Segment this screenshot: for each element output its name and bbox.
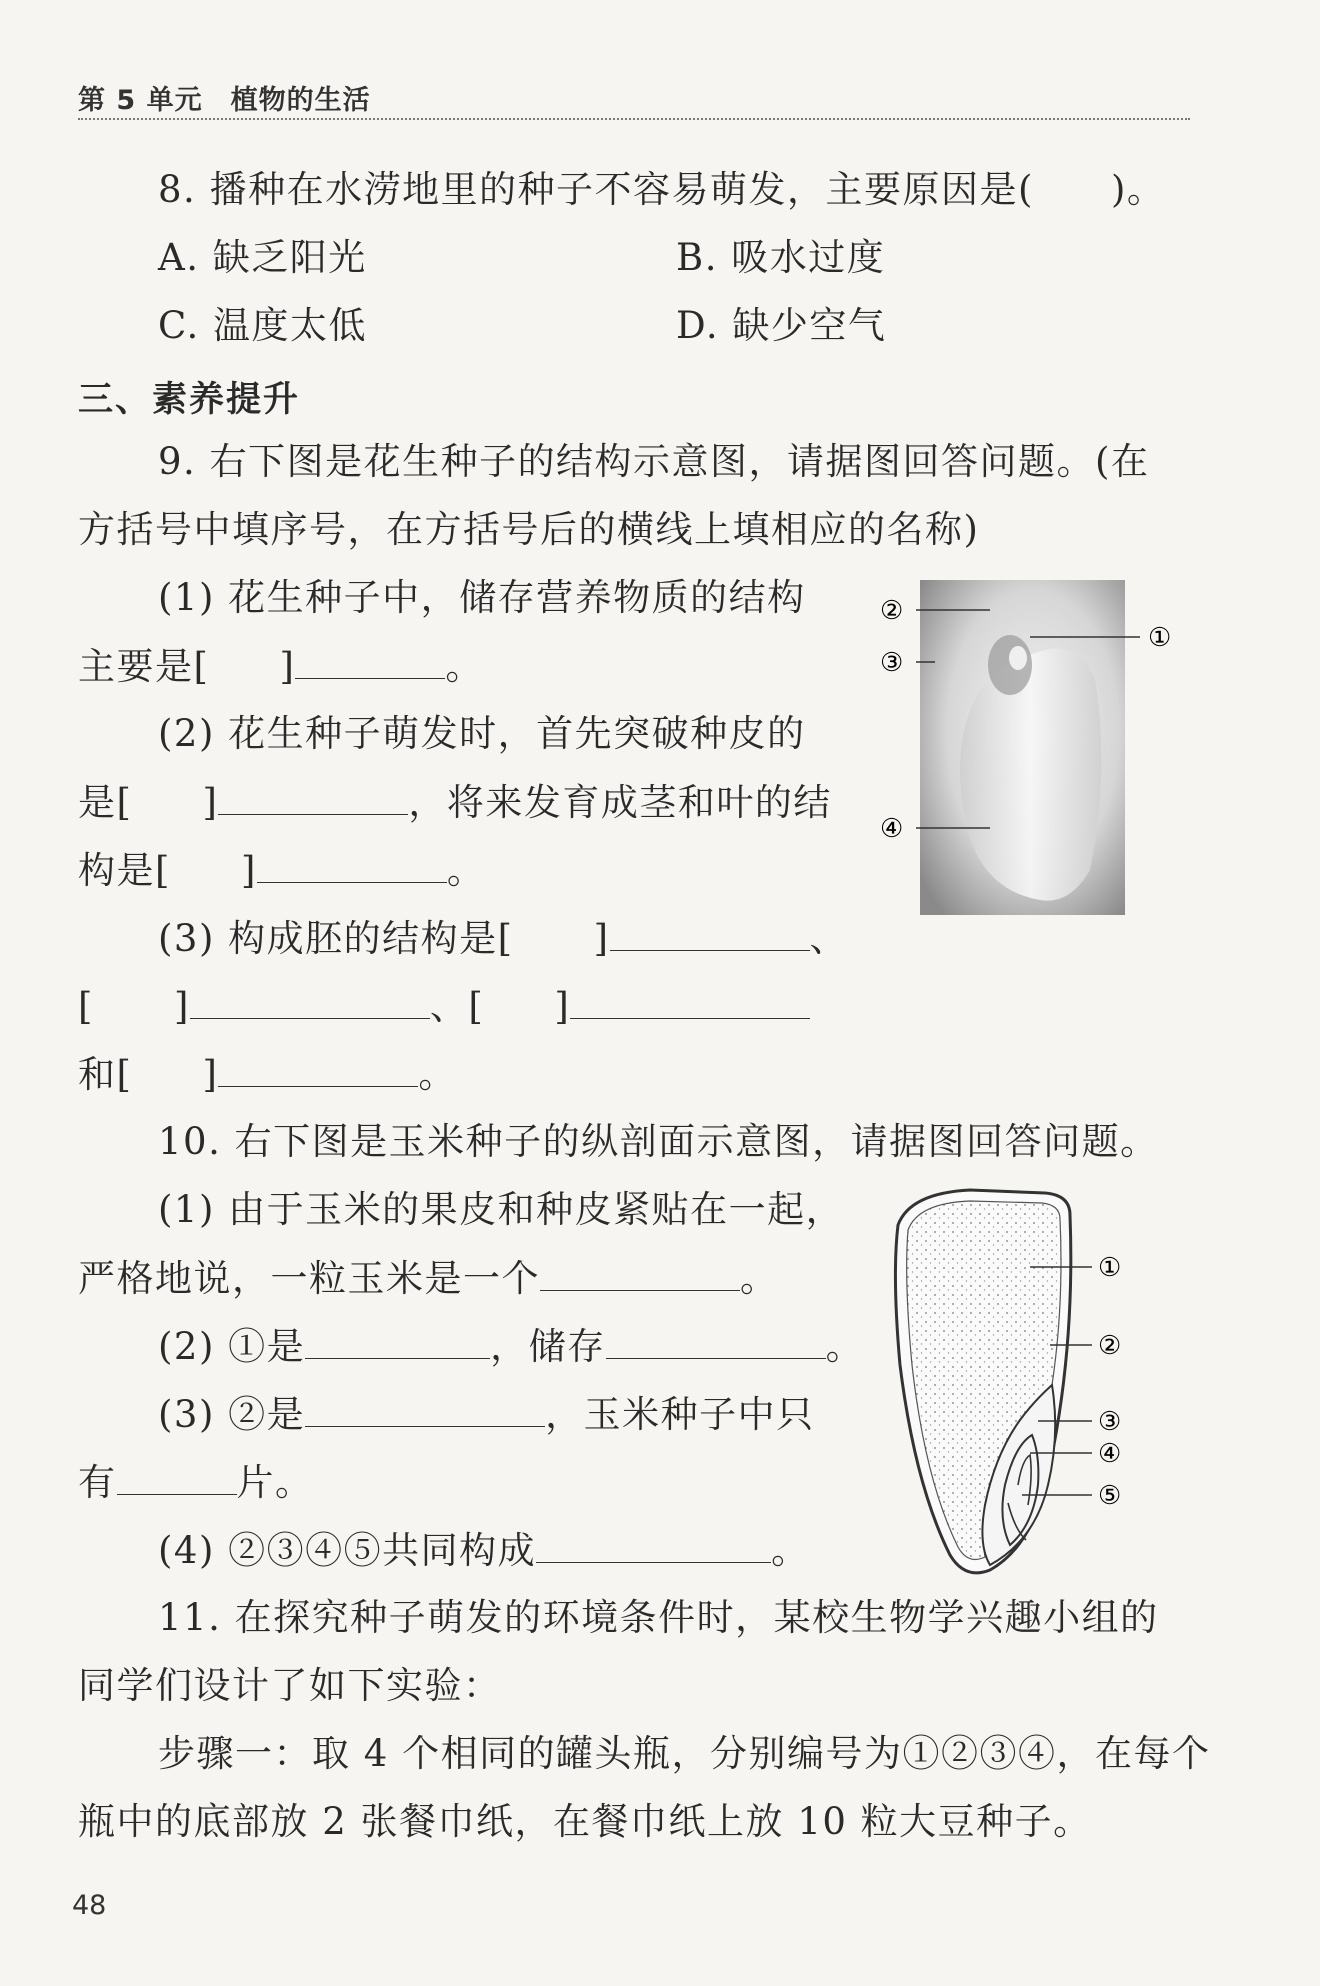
q11-stem-line1: 11. 在探究种子萌发的环境条件时，某校生物学兴趣小组的 xyxy=(158,1596,1159,1639)
q9-stem-line2: 方括号中填序号，在方括号后的横线上填相应的名称) xyxy=(78,508,980,551)
q9-part2-line3 xyxy=(78,848,485,893)
q10-part1-line2 xyxy=(78,1256,779,1301)
q9-p3-close2: ] xyxy=(554,985,571,1028)
q10-part3-line1 xyxy=(158,1392,815,1437)
q9-p2-answer-blank-2[interactable] xyxy=(257,848,447,883)
peanut-label-4: ④ xyxy=(880,814,904,844)
q10-part2 xyxy=(158,1324,864,1369)
peanut-seed-figure xyxy=(870,570,1190,920)
q10-p3-answer-blank-2[interactable] xyxy=(117,1460,237,1495)
q9-part2-line1: (2) 花生种子萌发时，首先突破种皮的 xyxy=(158,712,806,755)
header-divider xyxy=(78,118,1190,120)
q10-p2-answer-blank-2[interactable] xyxy=(606,1324,826,1359)
peanut-label-3: ③ xyxy=(880,648,904,678)
q9-part3-line1 xyxy=(158,916,848,961)
peanut-label-1: ① xyxy=(1148,623,1172,653)
corn-label-1: ① xyxy=(1098,1253,1122,1283)
q10-p2-text: (2) ①是 xyxy=(158,1325,306,1368)
peanut-radicle xyxy=(988,635,1032,695)
q9-p3-close: ] xyxy=(173,985,190,1028)
q10-part3-line2 xyxy=(78,1460,314,1505)
q8-option-d: D. 缺少空气 xyxy=(676,304,887,347)
q9-p2-bracket2: ] xyxy=(240,849,257,892)
q10-p3-have: 有 xyxy=(78,1461,117,1504)
q9-p1-bracket: ] xyxy=(279,645,296,688)
section-title: 三、素养提升 xyxy=(78,380,301,420)
q9-p2-bracket: ] xyxy=(202,781,219,824)
q10-p3-text: (3) ②是 xyxy=(158,1393,306,1436)
q10-p2-answer-blank-1[interactable] xyxy=(305,1324,490,1359)
q9-part3-line3 xyxy=(78,1052,457,1097)
unit-number: 第 5 单元 xyxy=(78,85,203,116)
corn-seed-figure xyxy=(870,1185,1170,1585)
q9-p2-prefix: 是[ xyxy=(78,781,133,824)
q10-part4 xyxy=(158,1528,810,1573)
unit-header xyxy=(78,78,371,117)
q9-part2-line2 xyxy=(78,780,832,825)
corn-label-3: ③ xyxy=(1098,1407,1122,1437)
q8-stem: 8. 播种在水涝地里的种子不容易萌发，主要原因是( )。 xyxy=(158,168,1166,211)
q8-option-b: B. 吸水过度 xyxy=(676,236,886,279)
q10-p3-answer-blank-1[interactable] xyxy=(305,1392,545,1427)
q9-p1-end: 。 xyxy=(445,645,484,688)
q10-p4-answer-blank[interactable] xyxy=(536,1528,771,1563)
q9-p3-bracket: ] xyxy=(593,917,610,960)
q10-p1-text: 严格地说，一粒玉米是一个 xyxy=(78,1257,540,1300)
q10-p1-answer-blank[interactable] xyxy=(540,1256,740,1291)
q9-p3-sep: 、 xyxy=(809,917,849,960)
q9-p3-answer-blank-1[interactable] xyxy=(610,916,810,951)
q9-p3-answer-blank-4[interactable] xyxy=(218,1052,418,1087)
q9-p2-mid: ，将来发育成茎和叶的结 xyxy=(408,781,832,824)
q11-stem-line2: 同学们设计了如下实验： xyxy=(78,1664,502,1707)
q9-p3-sep2: 、[ xyxy=(429,985,485,1028)
q9-p3-answer-blank-3[interactable] xyxy=(570,984,810,1019)
q8-option-c: C. 温度太低 xyxy=(158,304,368,347)
page-number: 48 xyxy=(72,1890,107,1921)
q9-p1-prefix: 主要是[ xyxy=(78,645,210,688)
q9-p3-and: 和[ xyxy=(78,1053,133,1096)
q11-step1-line1: 步骤一：取 4 个相同的罐头瓶，分别编号为①②③④，在每个 xyxy=(158,1732,1211,1775)
q10-p4-text: (4) ②③④⑤共同构成 xyxy=(158,1529,537,1572)
peanut-label-2: ② xyxy=(880,596,904,626)
q9-part1-line1: (1) 花生种子中，储存营养物质的结构 xyxy=(158,576,806,619)
q9-p3-prefix: (3) 构成胚的结构是[ xyxy=(158,917,514,960)
q9-p3-close3: ] xyxy=(202,1053,219,1096)
corn-label-4: ④ xyxy=(1098,1439,1122,1469)
q10-p4-end: 。 xyxy=(771,1529,810,1572)
q8-option-a: A. 缺乏阳光 xyxy=(158,236,367,279)
peanut-plumule xyxy=(1009,646,1027,670)
q9-p1-answer-blank[interactable] xyxy=(295,644,445,679)
q9-p3-end: 。 xyxy=(418,1053,457,1096)
q9-p3-open: [ xyxy=(78,985,94,1028)
corn-label-5: ⑤ xyxy=(1098,1481,1122,1511)
q9-part1-line2 xyxy=(78,644,484,689)
q10-p1-end: 。 xyxy=(740,1257,779,1300)
q9-stem-line1: 9. 右下图是花生种子的结构示意图，请据图回答问题。(在 xyxy=(158,440,1150,483)
q9-part3-line2 xyxy=(78,984,810,1029)
q10-p2-end: 。 xyxy=(825,1325,865,1368)
q9-p2-prefix2: 构是[ xyxy=(78,849,171,892)
corn-label-2: ② xyxy=(1098,1331,1122,1361)
q10-part1-line1: (1) 由于玉米的果皮和种皮紧贴在一起， xyxy=(158,1188,845,1231)
q10-p3-mid: ，玉米种子中只 xyxy=(545,1393,815,1436)
q10-stem: 10. 右下图是玉米种子的纵剖面示意图，请据图回答问题。 xyxy=(158,1120,1159,1163)
q9-p2-answer-blank-1[interactable] xyxy=(218,780,408,815)
q11-step1-line2: 瓶中的底部放 2 张餐巾纸，在餐巾纸上放 10 粒大豆种子。 xyxy=(78,1800,1092,1843)
q9-p2-end: 。 xyxy=(446,849,486,892)
unit-title: 植物的生活 xyxy=(230,85,371,116)
q10-p2-mid: ，储存 xyxy=(490,1325,606,1368)
q10-p3-end: 片。 xyxy=(236,1461,314,1504)
q9-p3-answer-blank-2[interactable] xyxy=(190,984,430,1019)
